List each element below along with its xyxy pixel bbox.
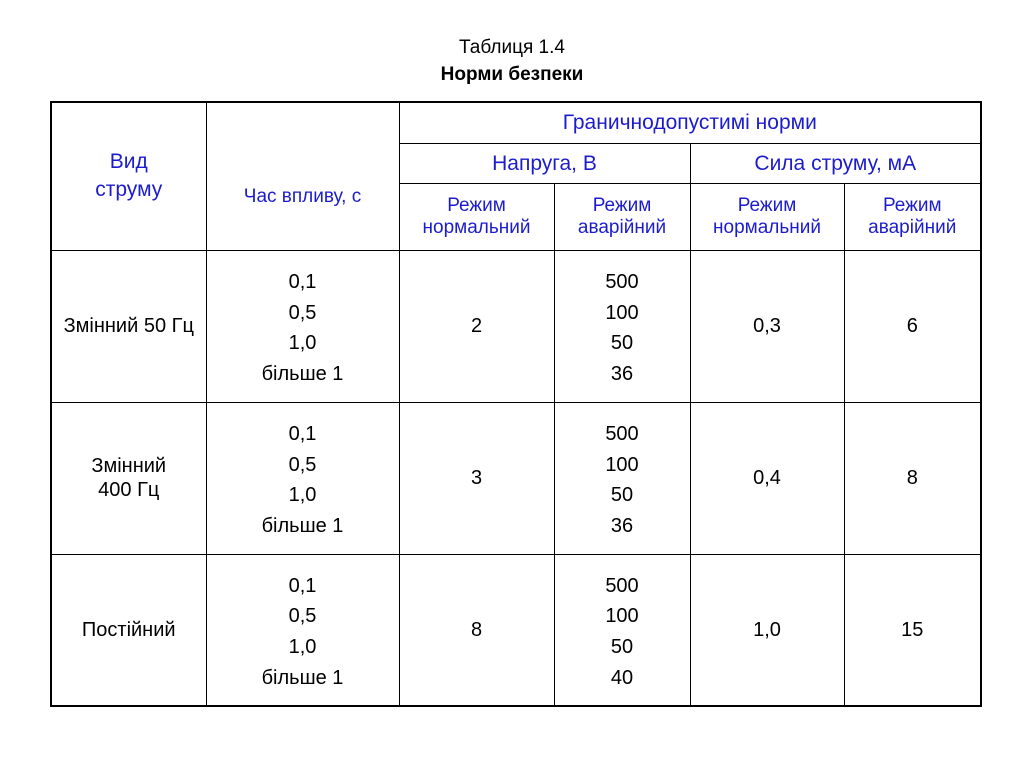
table-row [51,250,981,402]
voltage-value: 40 [610,666,634,689]
kind-label: Змінний 400 Гц [91,455,167,501]
time-value: більше 1 [261,666,344,689]
header-time [206,102,399,250]
time-value: 0,1 [288,423,317,445]
header-current-normal [690,183,844,250]
cell-current-normal: 0,3 [690,250,844,402]
table-title: Норми безпеки [440,64,584,85]
header-voltage-emergency [554,183,690,250]
time-value: 1,0 [288,332,317,355]
kind-label: Змінний 50 Гц [63,315,194,337]
voltage-value: 500 [605,271,639,293]
cell-times [206,402,399,554]
voltage-value: 50 [610,636,634,659]
voltage-value: 36 [610,362,634,385]
cell-kind [51,402,206,554]
header-row-1 [51,102,981,143]
header-voltage-normal [399,183,554,250]
cell-voltage-emergency [554,402,690,554]
voltage-value: 500 [605,574,639,597]
voltage-value: 100 [605,301,639,324]
cell-kind: Постійний [51,554,206,706]
time-value: 1,0 [288,484,317,507]
cell-kind [51,250,206,402]
time-value: 0,5 [288,605,317,628]
mode-label: Режим нормальний [422,194,531,238]
cell-current-normal: 1,0 [690,554,844,706]
cell-current-emergency: 6 [844,250,981,402]
cell-voltage-normal: 8 [399,554,554,706]
mode-label: Режим нормальний [713,194,821,238]
voltage-value: 50 [610,332,634,355]
time-value: більше 1 [261,362,344,385]
time-value: більше 1 [261,514,344,537]
cell-times [206,554,399,706]
table-row [51,402,981,554]
voltage-value: 100 [605,453,639,476]
header-current-emergency [844,183,981,250]
header-voltage: Напруга, В [399,143,690,183]
cell-current-emergency: 15 [844,554,981,706]
safety-norms-table [50,101,982,707]
table-row [51,554,981,706]
time-value: 1,0 [288,636,317,659]
time-value: 0,5 [288,301,317,324]
voltage-value: 100 [605,605,639,628]
time-value: 0,1 [288,574,317,597]
header-time-label: Час впливу, с [243,186,362,208]
cell-voltage-normal: 2 [399,250,554,402]
mode-label: Режим аварійний [868,194,957,238]
table-number: Таблиця 1.4 [459,37,565,58]
cell-voltage-emergency [554,554,690,706]
header-kind-label: Вид струму [95,150,163,202]
cell-voltage-emergency [554,250,690,402]
header-current: Сила струму, мА [690,143,981,183]
cell-current-emergency: 8 [844,402,981,554]
time-value: 0,5 [288,453,317,476]
header-kind [51,102,206,250]
voltage-value: 500 [605,423,639,445]
cell-voltage-normal: 3 [399,402,554,554]
voltage-value: 36 [610,514,634,537]
voltage-value: 50 [610,484,634,507]
header-limits: Граничнодопустимі норми [399,102,981,143]
cell-times [206,250,399,402]
cell-current-normal: 0,4 [690,402,844,554]
time-value: 0,1 [288,271,317,293]
mode-label: Режим аварійний [577,194,667,238]
